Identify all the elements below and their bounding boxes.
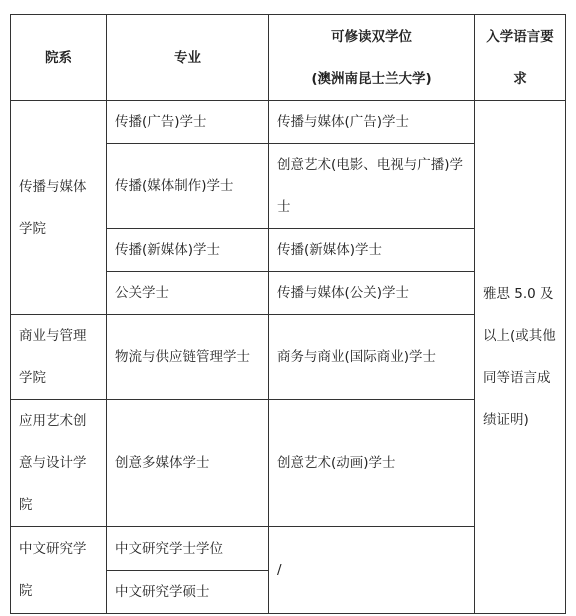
dual-degree-cell: 创意艺术(电影、电视与广播)学士 <box>269 144 475 229</box>
major-cell: 传播(广告)学士 <box>107 101 269 144</box>
dual-degree-cell: 传播(新媒体)学士 <box>269 229 475 272</box>
language-requirement-cell: 雅思 5.0 及以上(或其他同等语言成绩证明) <box>475 101 566 614</box>
programs-table <box>10 14 566 614</box>
header-faculty: 院系 <box>11 15 107 101</box>
header-dual-degree <box>269 15 475 101</box>
header-language-requirement: 入学语言要求 <box>475 15 566 101</box>
header-dual-degree-line1: 可修读双学位 <box>331 28 412 45</box>
major-cell: 传播(新媒体)学士 <box>107 229 269 272</box>
major-cell: 公关学士 <box>107 272 269 315</box>
major-cell: 物流与供应链管理学士 <box>107 315 269 400</box>
dual-degree-cell: 传播与媒体(公关)学士 <box>269 272 475 315</box>
major-cell: 创意多媒体学士 <box>107 400 269 527</box>
faculty-cell: 应用艺术创意与设计学院 <box>11 400 107 527</box>
faculty-cell: 中文研究学院 <box>11 527 107 614</box>
header-dual-degree-line2: (澳洲南昆士兰大学) <box>311 70 432 87</box>
table-header-row <box>11 15 566 101</box>
dual-degree-cell: 商务与商业(国际商业)学士 <box>269 315 475 400</box>
table-row <box>11 101 566 144</box>
header-major: 专业 <box>107 15 269 101</box>
dual-degree-cell: 创意艺术(动画)学士 <box>269 400 475 527</box>
major-cell: 中文研究学士学位 <box>107 527 269 571</box>
faculty-cell: 传播与媒体学院 <box>11 101 107 315</box>
major-cell: 中文研究学硕士 <box>107 571 269 614</box>
dual-degree-cell: / <box>269 527 475 614</box>
faculty-cell: 商业与管理学院 <box>11 315 107 400</box>
major-cell: 传播(媒体制作)学士 <box>107 144 269 229</box>
dual-degree-cell: 传播与媒体(广告)学士 <box>269 101 475 144</box>
